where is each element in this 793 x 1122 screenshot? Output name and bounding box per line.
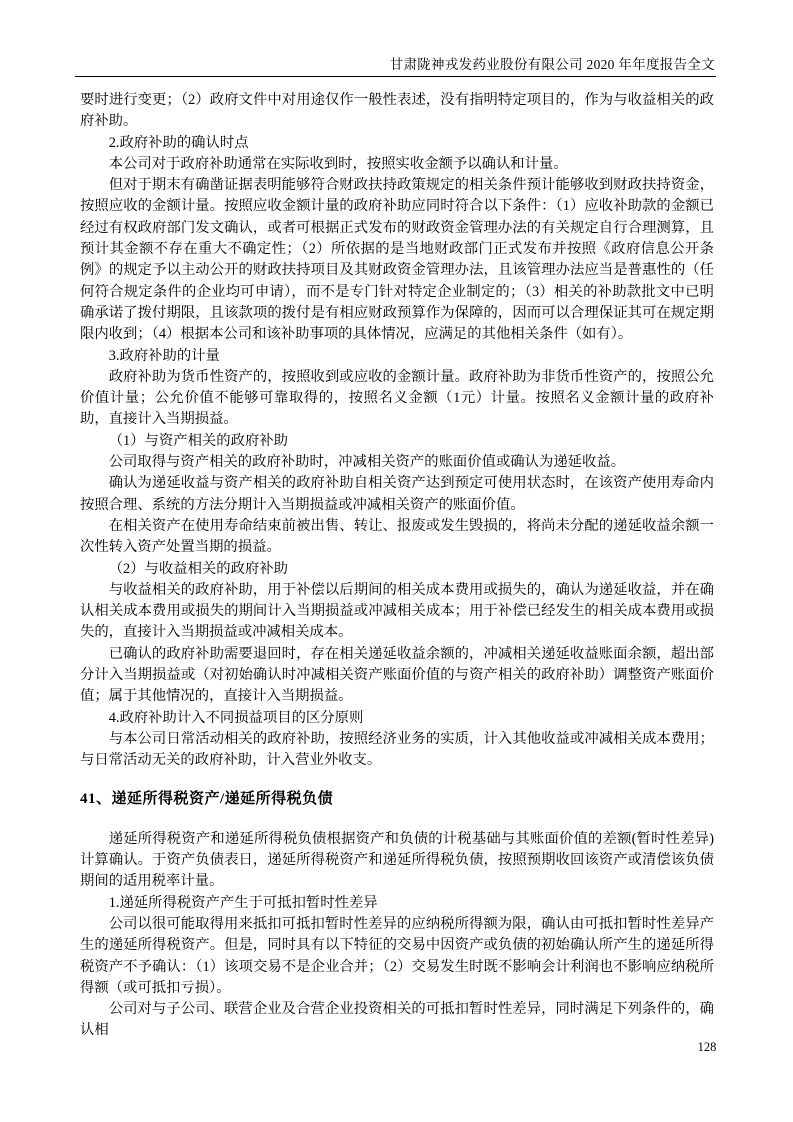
paragraph: 1.递延所得税资产产生于可抵扣暂时性差异 <box>108 894 378 911</box>
paragraph: 2.政府补助的确认时点 <box>108 134 249 151</box>
paragraph: 3.政府补助的计量 <box>108 347 220 364</box>
paragraph: （2）与收益相关的政府补助 <box>108 560 288 577</box>
paragraph: 已确认的政府补助需要退回时，存在相关递延收益余额的，冲减相关递延收益账面余额，超出部分计入当期损益或（对初始确认时冲减相关资产账面价值的与资产相关的政府补助）调整资产账面价值；属于其他情况的，直接计入当期损益。 <box>80 645 714 705</box>
paragraph: 确认为递延收益与资产相关的政府补助自相关资产达到预定可使用状态时，在该资产使用寿命内按照合理、系统的方法分期计入当期损益或冲减相关资产的账面价值。 <box>80 475 714 513</box>
paragraph: 但对于期末有确凿证据表明能够符合财政扶持政策规定的相关条件预计能够收到财政扶持资金，按照应收的金额计量。按照应收金额计量的政府补助应同时符合以下条件：（1）应收补助款的金额已经过有权政府部门发文确认，或者可根据正式发布的财政资金管理办法的有关规定自行合理测算，且预计其金额不存在重大不确定性；（2）所依据的是当地财政部门正式发布并按照《政府信息公开条例》的规定予以主动公开的财政扶持项目及其财政资金管理办法，且该管理办法应当是普惠性的（任何符合规定条件的企业均可申请），而不是专门针对特定企业制定的；（3）相关的补助款批文中已明确承诺了拨付期限，且该款项的拨付是有相应财政预算作为保障的，因而可以合理保证其可在规定期限内收到；（4）根据本公司和该补助事项的具体情况，应满足的其他相关条件（如有）。 <box>80 177 714 343</box>
paragraph: （1）与资产相关的政府补助 <box>108 432 288 449</box>
section-heading: 41、递延所得税资产/递延所得税负债 <box>80 790 334 807</box>
paragraph: 递延所得税资产和递延所得税负债根据资产和负债的计税基础与其账面价值的差额(暂时性差异)计算确认。于资产负债表日，递延所得税资产和递延所得税负债，按照预期收回该资产或清偿该负债期间的适用税率计量。 <box>80 830 714 890</box>
paragraph: 在相关资产在使用寿命结束前被出售、转让、报废或发生毁损的，将尚未分配的递延收益余额一次性转入资产处置当期的损益。 <box>80 517 714 556</box>
paragraph: 政府补助为货币性资产的，按照收到或应收的金额计量。政府补助为非货币性资产的，按照公允价值计量；公允价值不能够可靠取得的，按照名义金额（1元）计量。按照名义金额计量的政府补助，直接计入当期损益。 <box>80 368 714 428</box>
paragraph: 公司以很可能取得用来抵扣可抵扣暂时性差异的应纳税所得额为限，确认由可抵扣暂时性差异产生的递延所得税资产。但是，同时具有以下特征的交易中因资产或负债的初始确认所产生的递延所得税资产不予确认：（1）该项交易不是企业合并；（2）交易发生时既不影响会计利润也不影响应纳税所得额（或可抵扣亏损）。 <box>80 915 714 996</box>
document-body <box>80 90 714 1042</box>
paragraph: 4.政府补助计入不同损益项目的区分原则 <box>108 709 364 726</box>
paragraph: 本公司对于政府补助通常在实际收到时，按照实收金额予以确认和计量。 <box>108 155 568 172</box>
paragraph: 公司取得与资产相关的政府补助时，冲减相关资产的账面价值或确认为递延收益。 <box>108 454 626 471</box>
paragraph: 公司对与子公司、联营企业及合营企业投资相关的可抵扣暂时性差异，同时满足下列条件的，确认相 <box>80 1001 714 1039</box>
page-number: 128 <box>697 1040 717 1054</box>
paragraph: 与收益相关的政府补助，用于补偿以后期间的相关成本费用或损失的，确认为递延收益，并在确认相关成本费用或损失的期间计入当期损益或冲减相关成本；用于补偿已经发生的相关成本费用或损失的，直接计入当期损益或冲减相关成本。 <box>80 581 714 641</box>
header-divider <box>75 76 716 77</box>
paragraph: 与本公司日常活动相关的政府补助，按照经济业务的实质，计入其他收益或冲减相关成本费用；与日常活动无关的政府补助，计入营业外收支。 <box>80 730 714 769</box>
paragraph: 要时进行变更；（2）政府文件中对用途仅作一般性表述，没有指明特定项目的，作为与收益相关的政府补助。 <box>80 92 714 130</box>
page-header-title: 甘肃陇神戎发药业股份有限公司 2020 年年度报告全文 <box>389 57 715 72</box>
